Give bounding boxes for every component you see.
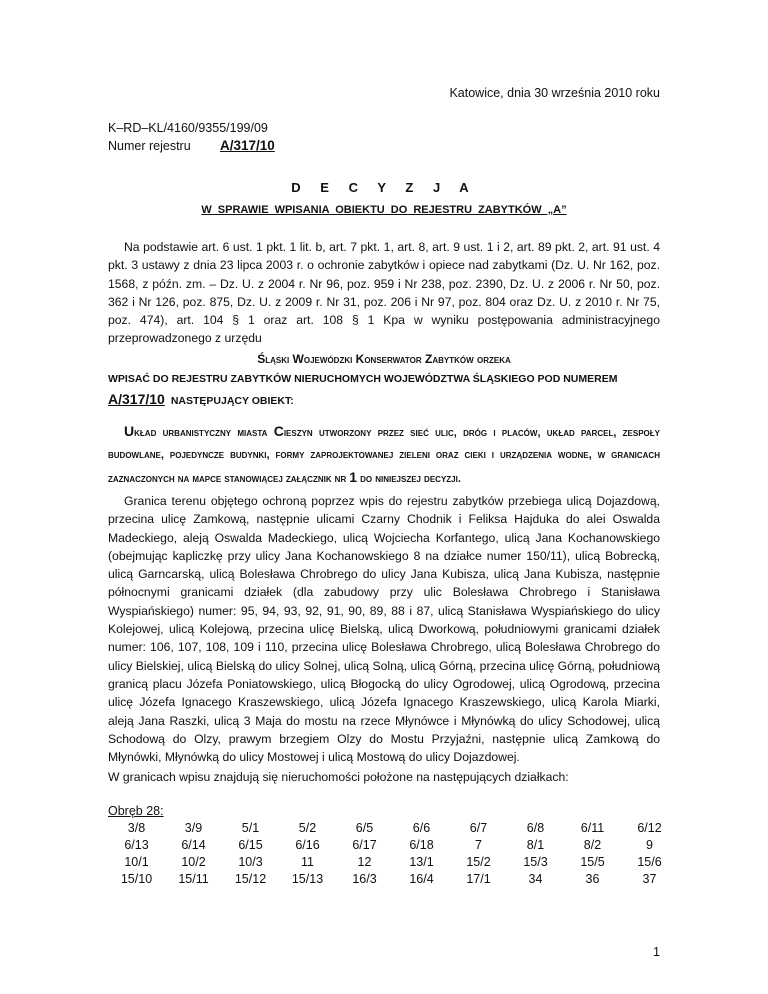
plot-number: 36 <box>585 872 600 886</box>
plot-number: 10/1 <box>124 855 149 869</box>
plots-row <box>108 854 678 871</box>
plot-number: 10/2 <box>181 855 206 869</box>
plot-number: 11 <box>301 855 314 869</box>
object-text-b: ieszyn utworzony przez sieć ulic, dróg i placów, układ parcel, zespoły budowlane, pojedyncze budynki, formy zaprojektowanej zieleni oraz cieki i urządzenia wodne, w granicach zaznaczonych na mapce stanowiącej załącznik nr <box>108 427 661 485</box>
plot-number: 8/2 <box>583 838 602 852</box>
order-register-number: A/317/10 <box>108 391 165 407</box>
plot-number: 13/1 <box>409 855 434 869</box>
order-line-2 <box>108 391 294 407</box>
plot-number: 6/8 <box>526 821 545 835</box>
plot-number: 16/4 <box>409 872 434 886</box>
plot-number: 6/7 <box>469 821 488 835</box>
order-line-2-text: NASTĘPUJĄCY OBIEKT: <box>170 395 294 407</box>
plot-number: 15/2 <box>466 855 491 869</box>
plot-number: 15/6 <box>637 855 662 869</box>
plot-number: 3/9 <box>184 821 203 835</box>
object-text-a: kład urbanistyczny miasta <box>134 427 274 439</box>
document-subtitle: W SPRAWIE WPISANIA OBIEKTU DO REJESTRU ZABYTKÓW „A” <box>201 204 567 216</box>
document-title: D E C Y Z J A <box>291 180 477 195</box>
plots-row <box>108 820 678 837</box>
order-line-1: WPISAĆ DO REJESTRU ZABYTKÓW NIERUCHOMYCH WOJEWÓDZTWA ŚLĄSKIEGO POD NUMEREM <box>108 373 618 385</box>
plots-row <box>108 837 678 854</box>
plot-number: 15/5 <box>580 855 605 869</box>
case-signature-block <box>108 120 275 155</box>
plot-number: 12 <box>357 855 372 869</box>
document-date: Katowice, dnia 30 września 2010 roku <box>449 86 660 100</box>
plot-number: 6/14 <box>181 838 206 852</box>
object-initial: U <box>124 423 135 439</box>
register-line <box>108 137 275 155</box>
plot-number: 6/11 <box>580 821 605 835</box>
plot-number: 6/17 <box>352 838 377 852</box>
plot-number: 15/11 <box>178 872 209 886</box>
attachment-number: 1 <box>349 469 358 485</box>
boundary-paragraph: Granica terenu objętego ochroną poprzez wpis do rejestru zabytków przebiega ulicą Dojazdową, przecina ulicę Zamkową, następnie ulicami Czarny Chodnik i Feliksa Hajduka do alei Oswalda Madeckiego, aleją Oswalda Madeckiego, ulicą Wojciecha Korfantego, ulicą Jana Kochanowskiego (obejmując kapliczkę przy ulicy Jana Kochanowskiego 8 na działce numer 150/11), ulicą Bobrecką, ulicą Garncarską, ulicą Bolesława Chrobrego do ulicy Jana Kubisza, ulicą Jana Kubisza, następnie północnymi granicami działek (dla zabudowy przy ulic Bolesława Chrobrego i Stanisława Wyspiańskiego) numer: 95, 94, 93, 92, 91, 90, 89, 88 i 87, ulicą Stanisława Wyspiańskiego do ulicy Kolejowej, ulicą Kolejową, przecina ulicę Bielską, ulicą Dworkową, południowymi granicami działek numer: 106, 107, 108, 109 i 110, przecina ulicę Bolesława Chrobrego, ulicą Bolesława Chrobrego do ulicy Bielskiej, ulicą Bielską do ulicy Solnej, ulicą Solną, ulicą Górną, przecina ulicę Górną, południową granicą placu Józefa Poniatowskiego, ulicą Błogocką do ulicy Ogrodowej, ulicą Ogrodową, przecina ulicę Józefa Ignacego Kraszewskiego, ulicą Józefa Ignacego Kraszewskiego, ulicą Karola Miarki, aleją Jana Raszki, ulicą 3 Maja do mostu na rzece Młynówce i Młynówką do ulicy Schodowej, ulicą Schodową do Olzy, prawym brzegiem Olzy do Mostu Przyjaźni, następnie ulicą Zamkową do Młynówki, Młynówką do ulicy Mostowej i ulicą Mostową do ulicy Dojazdowej. <box>108 494 660 765</box>
plot-number: 16/3 <box>352 872 377 886</box>
plot-number: 15/3 <box>523 855 548 869</box>
plot-number: 17/1 <box>466 872 491 886</box>
register-number: A/317/10 <box>220 138 275 153</box>
plot-number: 5/1 <box>241 821 260 835</box>
plot-number: 5/2 <box>298 821 317 835</box>
precinct-label: Obręb 28: <box>108 804 164 818</box>
authority-heading: Śląski Wojewódzki Konserwator Zabytków orzeka <box>257 352 511 366</box>
plot-number: 8/1 <box>526 838 545 852</box>
plot-number: 7 <box>475 838 482 852</box>
case-sign: K–RD–KL/4160/9355/199/09 <box>108 121 268 135</box>
plot-number: 6/12 <box>637 821 662 835</box>
plot-number: 34 <box>528 872 543 886</box>
plot-number: 37 <box>642 872 657 886</box>
object-initial-2: C <box>273 423 284 439</box>
legal-basis-paragraph: Na podstawie art. 6 ust. 1 pkt. 1 lit. b, art. 7 pkt. 1, art. 8, art. 9 ust. 1 i 2, art. 89 pkt. 2, art. 91 ust. 4 pkt. 3 ustawy z dnia 23 lipca 2003 r. o ochronie zabytków i opiece nad zabytkami (Dz. U. Nr 162, poz. 1568, z późn. zm. – Dz. U. z 2004 r. Nr 96, poz. 959 i Nr 238, poz. 2390, Dz. U. z 2006 r. Nr 50, poz. 362 i Nr 126, poz. 875, Dz. U. z 2009 r. Nr 31, poz. 206 i Nr 97, poz. 804 oraz Dz. U. z 2010 r. Nr 75, poz. 474), art. 104 § 1 oraz art. 108 § 1 Kpa w wyniku postępowania administracyjnego przeprowadzonego z urzędu <box>108 240 660 346</box>
plot-number: 6/16 <box>295 838 320 852</box>
plot-number: 6/6 <box>412 821 431 835</box>
plot-number: 9 <box>646 838 653 852</box>
plot-number: 10/3 <box>238 855 263 869</box>
page-number: 1 <box>653 945 660 959</box>
plot-number: 6/13 <box>124 838 149 852</box>
object-description <box>108 420 660 490</box>
object-text-c: do niniejszej decyzji. <box>357 473 461 485</box>
plot-number: 15/10 <box>120 872 153 886</box>
plot-number: 3/8 <box>127 821 146 835</box>
plots-row <box>108 871 678 888</box>
plot-number: 15/13 <box>291 872 324 886</box>
plot-number: 15/12 <box>234 872 267 886</box>
plots-intro: W granicach wpisu znajdują się nieruchomości położone na następujących działkach: <box>108 770 569 784</box>
plot-number: 6/15 <box>238 838 263 852</box>
plot-number: 6/18 <box>409 838 434 852</box>
register-label: Numer rejestru <box>108 139 191 153</box>
plots-table <box>108 820 678 888</box>
plot-number: 6/5 <box>355 821 374 835</box>
